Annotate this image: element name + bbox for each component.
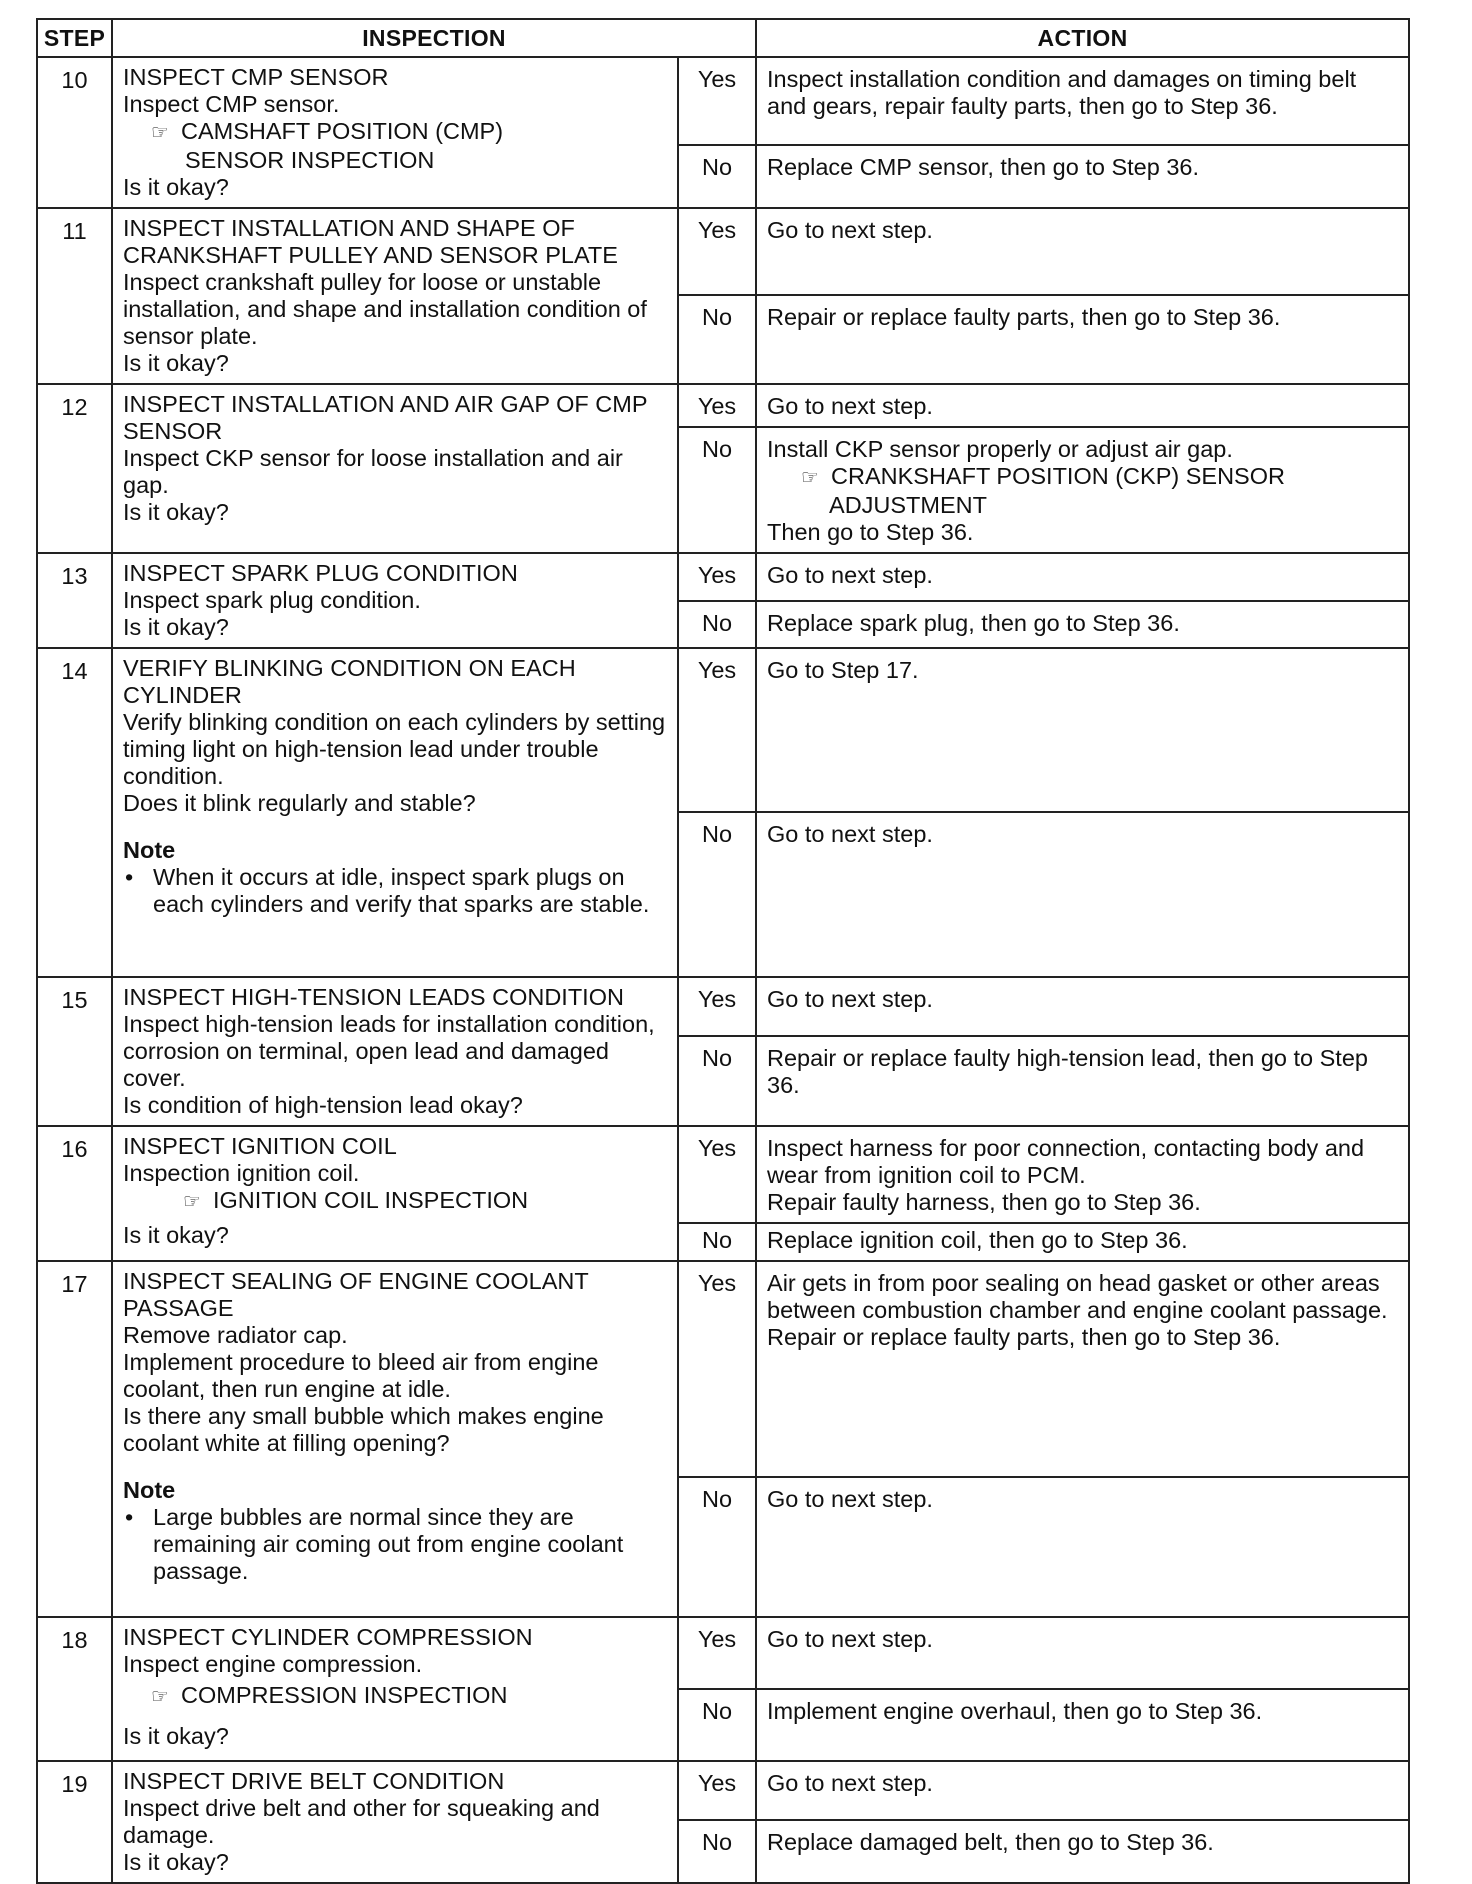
reference-link: ☞ COMPRESSION INSPECTION [123,1682,667,1711]
reference-pointer-icon: ☞ [151,122,169,144]
inspection-question: Is it okay? [123,1222,229,1248]
note-item: • Large bubbles are normal since they are remaining air coming out from engine coolant passage. [125,1504,624,1584]
no-action: Replace damaged belt, then go to Step 36. [756,1820,1409,1883]
inspection-cell [112,384,678,553]
inspection-title: INSPECT CMP SENSOR [123,64,389,90]
no-action: Replace CMP sensor, then go to Step 36. [756,145,1409,208]
step-number: 13 [37,553,112,648]
table-row-step-18 [37,1617,1409,1689]
note-heading: Note [123,1477,176,1503]
inspection-question: Is it okay? [123,350,229,376]
inspection-cell [112,208,678,384]
inspection-cell [112,1617,678,1761]
yes-label: Yes [678,384,756,427]
yes-action: Go to next step. [756,208,1409,295]
yes-label: Yes [678,648,756,812]
no-label: No [678,601,756,649]
yes-label: Yes [678,977,756,1036]
no-action-text: Install CKP sensor properly or adjust air gap. [767,436,1233,462]
inspection-cell [112,648,678,977]
table-row-step-12 [37,384,1409,427]
inspection-description: Inspect drive belt and other for squeaking and damage. [123,1795,600,1848]
table-row-step-19 [37,1761,1409,1820]
inspection-description: Verify blinking condition on each cylinders by setting timing light on high-tension lead under trouble condition. [123,709,666,789]
yes-action: Go to Step 17. [756,648,1409,812]
yes-action-text: Inspect harness for poor connection, contacting body and wear from ignition coil to PCM. [767,1135,1365,1188]
reference-link: ☞ CAMSHAFT POSITION (CMP) [123,118,667,147]
table-row-step-14 [37,648,1409,812]
yes-action: Go to next step. [756,1617,1409,1689]
bullet-icon: • [125,864,134,890]
yes-label: Yes [678,1617,756,1689]
inspection-description: Inspect CMP sensor. [123,91,340,117]
reference-link: ☞ CRANKSHAFT POSITION (CKP) SENSOR [767,463,1398,492]
no-action: Replace ignition coil, then go to Step 36. [756,1223,1409,1261]
inspection-cell [112,57,678,208]
inspection-question: Does it blink regularly and stable? [123,790,476,816]
yes-action [756,1126,1409,1223]
reference-link: ☞ IGNITION COIL INSPECTION [123,1187,667,1216]
yes-label: Yes [678,1126,756,1223]
action-column-header: ACTION [756,19,1409,57]
step-number: 17 [37,1261,112,1617]
yes-action: Go to next step. [756,977,1409,1036]
step-number: 10 [37,57,112,208]
reference-pointer-icon: ☞ [183,1191,201,1213]
no-action-text-2: Then go to Step 36. [767,519,974,545]
table-row-step-17 [37,1261,1409,1477]
note-item: • When it occurs at idle, inspect spark plugs on each cylinders and verify that sparks are stable. [125,864,650,917]
reference-link-continued: SENSOR INSPECTION [185,147,435,173]
table-row-step-10 [37,57,1409,145]
no-label: No [678,145,756,208]
no-action: Repair or replace faulty parts, then go to Step 36. [756,295,1409,384]
inspection-question: Is it okay? [123,174,229,200]
inspection-question: Is it okay? [123,614,229,640]
yes-label: Yes [678,1261,756,1477]
inspection-cell [112,1126,678,1261]
yes-action-text-2: Repair or replace faulty parts, then go to Step 36. [767,1324,1281,1350]
table-row-step-13 [37,553,1409,601]
step-number: 11 [37,208,112,384]
inspection-cell [112,1261,678,1617]
inspection-table [36,18,1410,1884]
yes-action-text-2: Repair faulty harness, then go to Step 36. [767,1189,1201,1215]
inspection-cell [112,553,678,648]
yes-action [756,1261,1409,1477]
inspection-question: Is it okay? [123,499,229,525]
step-column-header: STEP [37,19,112,57]
step-number: 18 [37,1617,112,1761]
no-label: No [678,1477,756,1617]
inspection-description: Inspection ignition coil. [123,1160,360,1186]
yes-label: Yes [678,208,756,295]
no-action: Replace spark plug, then go to Step 36. [756,601,1409,649]
inspection-title: INSPECT INSTALLATION AND SHAPE OF CRANKSHAFT PULLEY AND SENSOR PLATE [123,215,618,268]
yes-label: Yes [678,1761,756,1820]
no-action: Go to next step. [756,1477,1409,1617]
bullet-icon: • [125,1504,134,1530]
inspection-description: Inspect high-tension leads for installation condition, corrosion on terminal, open lead and damaged cover. [123,1011,655,1091]
no-action: Repair or replace faulty high-tension lead, then go to Step 36. [756,1036,1409,1126]
inspection-description: Inspect crankshaft pulley for loose or unstable installation, and shape and installation condition of sensor plate. [123,269,647,349]
inspection-description-2: Implement procedure to bleed air from engine coolant, then run engine at idle. [123,1349,599,1402]
step-number: 19 [37,1761,112,1883]
no-action: Go to next step. [756,812,1409,977]
inspection-cell [112,977,678,1126]
no-action: Implement engine overhaul, then go to Step 36. [756,1689,1409,1761]
yes-action: Inspect installation condition and damages on timing belt and gears, repair faulty parts, then go to Step 36. [756,57,1409,145]
yes-action: Go to next step. [756,384,1409,427]
inspection-title: VERIFY BLINKING CONDITION ON EACH CYLINDER [123,655,576,708]
inspection-question: Is it okay? [123,1723,229,1749]
no-label: No [678,1689,756,1761]
no-label: No [678,812,756,977]
note-heading: Note [123,837,176,863]
inspection-description: Inspect engine compression. [123,1651,423,1677]
inspection-title: INSPECT INSTALLATION AND AIR GAP OF CMP SENSOR [123,391,648,444]
yes-action-text: Air gets in from poor sealing on head gasket or other areas between combustion chamber and engine coolant passage. [767,1270,1388,1323]
inspection-question: Is it okay? [123,1849,229,1875]
inspection-column-header: INSPECTION [112,19,756,57]
yes-label: Yes [678,57,756,145]
spacer [123,1711,667,1723]
inspection-description: Inspect CKP sensor for loose installation and air gap. [123,445,623,498]
inspection-title: INSPECT HIGH-TENSION LEADS CONDITION [123,984,624,1010]
table-row-step-15 [37,977,1409,1036]
reference-pointer-icon: ☞ [151,1686,169,1708]
no-label: No [678,1223,756,1261]
inspection-title: INSPECT DRIVE BELT CONDITION [123,1768,505,1794]
inspection-description: Inspect spark plug condition. [123,587,421,613]
inspection-cell [112,1761,678,1883]
yes-action: Go to next step. [756,1761,1409,1820]
no-action [756,427,1409,553]
step-number: 14 [37,648,112,977]
inspection-question: Is there any small bubble which makes engine coolant white at filling opening? [123,1403,604,1456]
no-label: No [678,1036,756,1126]
reference-link-continued: ADJUSTMENT [829,492,987,518]
step-number: 12 [37,384,112,553]
yes-action: Go to next step. [756,553,1409,601]
inspection-title: INSPECT SEALING OF ENGINE COOLANT PASSAGE [123,1268,589,1321]
no-label: No [678,1820,756,1883]
table-header-row [37,19,1409,57]
table-row-step-16 [37,1126,1409,1223]
no-label: No [678,427,756,553]
no-label: No [678,295,756,384]
table-row-step-11 [37,208,1409,295]
inspection-description: Remove radiator cap. [123,1322,348,1348]
step-number: 16 [37,1126,112,1261]
yes-label: Yes [678,553,756,601]
step-number: 15 [37,977,112,1126]
reference-pointer-icon: ☞ [801,467,819,489]
inspection-question: Is condition of high-tension lead okay? [123,1092,523,1118]
inspection-title: INSPECT CYLINDER COMPRESSION [123,1624,533,1650]
inspection-title: INSPECT SPARK PLUG CONDITION [123,560,518,586]
inspection-title: INSPECT IGNITION COIL [123,1133,397,1159]
